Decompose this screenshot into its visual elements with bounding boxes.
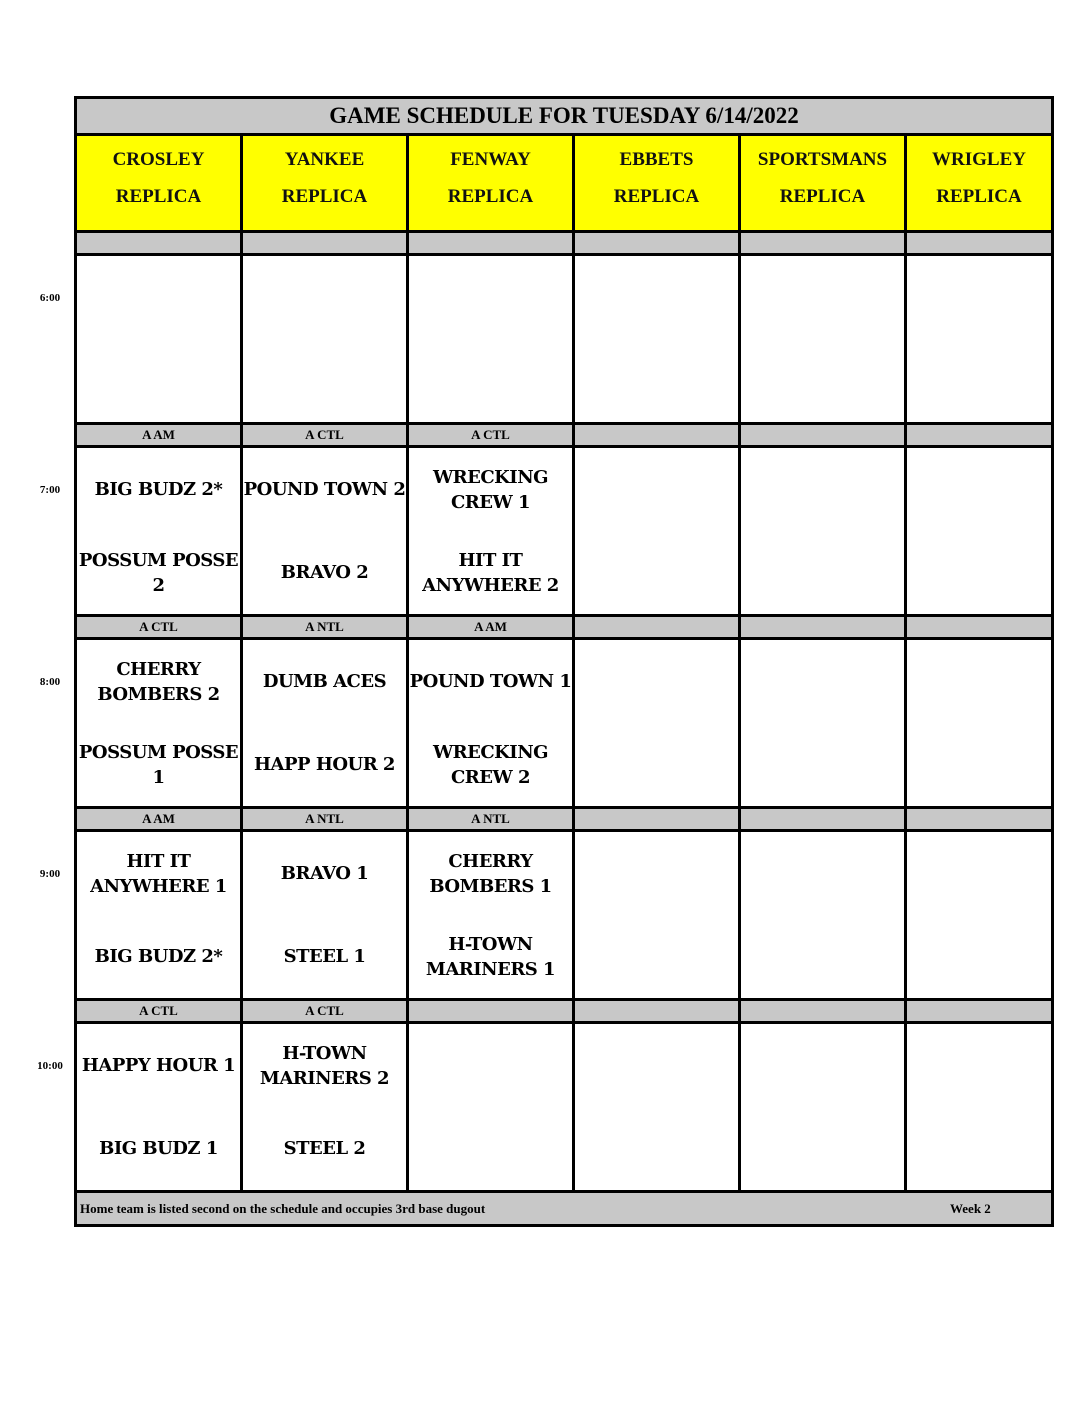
visiting-team (907, 256, 1051, 339)
division-label: A NTL (243, 617, 406, 640)
visiting-team: DUMB ACES (262, 671, 387, 692)
home-team: WRECKING CREW 2 (432, 741, 549, 788)
column-divider (406, 136, 409, 1194)
division-label (907, 425, 1051, 448)
field-name: CROSLEY (112, 149, 205, 170)
visiting-team: BRAVO 1 (280, 863, 369, 884)
field-subtitle: REPLICA (779, 186, 866, 207)
division-label: A AM (409, 617, 572, 640)
home-team (907, 915, 1051, 998)
visiting-team (741, 832, 904, 915)
home-team (575, 1107, 738, 1190)
home-team (741, 339, 904, 422)
visiting-team: HAPPY HOUR 1 (81, 1055, 236, 1076)
division-label: A CTL (77, 1001, 240, 1024)
game-cell (409, 640, 572, 809)
division-label: A CTL (409, 425, 572, 448)
visiting-team: HIT IT ANYWHERE 1 (90, 850, 227, 897)
visiting-team (907, 448, 1051, 531)
division-label (907, 233, 1051, 256)
home-team (907, 531, 1051, 614)
field-header (741, 136, 904, 233)
division-label: A NTL (409, 809, 572, 832)
footer-note: Home team is listed second on the schedule and occupies 3rd base dugout (80, 1201, 486, 1216)
game-cell (77, 832, 240, 1001)
visiting-team (409, 1024, 572, 1107)
home-team: POSSUM POSSE 1 (78, 741, 239, 788)
visiting-team (575, 832, 738, 915)
division-label (741, 1001, 904, 1024)
home-team: HIT IT ANYWHERE 2 (422, 549, 559, 596)
home-team: STEEL 1 (283, 946, 366, 967)
game-cell (741, 832, 904, 1001)
division-label (575, 617, 738, 640)
column-divider (240, 136, 243, 1194)
division-label: A NTL (243, 809, 406, 832)
home-team (907, 339, 1051, 422)
division-label (907, 617, 1051, 640)
game-cell (575, 640, 738, 809)
visiting-team (907, 640, 1051, 723)
home-team (741, 531, 904, 614)
visiting-team: POUND TOWN 2 (243, 479, 406, 500)
schedule-table (74, 96, 1054, 1227)
field-subtitle: REPLICA (936, 186, 1022, 207)
field-name: YANKEE (284, 149, 365, 170)
division-label (77, 233, 240, 256)
home-team (907, 723, 1051, 806)
page-title: GAME SCHEDULE FOR TUESDAY 6/14/2022 (77, 99, 1051, 136)
game-cell (409, 832, 572, 1001)
home-team (575, 915, 738, 998)
game-cell (77, 1024, 240, 1193)
field-subtitle: REPLICA (281, 186, 368, 207)
division-label (741, 425, 904, 448)
column-divider (904, 136, 907, 1194)
game-cell (741, 256, 904, 425)
home-team (243, 339, 406, 422)
field-name: SPORTSMANS (757, 149, 888, 170)
game-cell (907, 1024, 1051, 1193)
game-cell (77, 256, 240, 425)
time-label: 7:00 (39, 484, 61, 496)
field-header (409, 136, 572, 233)
home-team: BIG BUDZ 1 (99, 1138, 218, 1159)
division-label (409, 233, 572, 256)
visiting-team: CHERRY BOMBERS 2 (97, 658, 220, 705)
home-team (907, 1107, 1051, 1190)
division-label: A CTL (77, 617, 240, 640)
home-team (741, 723, 904, 806)
division-label (243, 233, 406, 256)
field-subtitle: REPLICA (115, 186, 202, 207)
visiting-team: POUND TOWN 1 (409, 671, 572, 692)
field-header (243, 136, 406, 233)
visiting-team: H-TOWN MARINERS 2 (259, 1042, 390, 1089)
game-cell (409, 256, 572, 425)
time-label: 8:00 (39, 676, 61, 688)
home-team (741, 1107, 904, 1190)
visiting-team (409, 256, 572, 339)
division-label (575, 233, 738, 256)
division-label (741, 233, 904, 256)
game-cell (409, 1024, 572, 1193)
division-label (741, 617, 904, 640)
visiting-team (741, 640, 904, 723)
visiting-team (907, 1024, 1051, 1107)
game-cell (575, 256, 738, 425)
game-cell (409, 448, 572, 617)
home-team: H-TOWN MARINERS 1 (425, 933, 556, 980)
game-cell (907, 448, 1051, 617)
field-header (575, 136, 738, 233)
visiting-team: BIG BUDZ 2* (94, 479, 223, 500)
division-label (907, 1001, 1051, 1024)
division-label (741, 809, 904, 832)
game-cell (243, 1024, 406, 1193)
field-name: FENWAY (450, 149, 531, 170)
field-name: EBBETS (619, 149, 694, 170)
visiting-team (77, 256, 240, 339)
home-team: BIG BUDZ 2* (94, 946, 223, 967)
visiting-team (907, 832, 1051, 915)
division-label (575, 425, 738, 448)
home-team (77, 339, 240, 422)
home-team: HAPP HOUR 2 (254, 754, 395, 775)
game-cell (741, 640, 904, 809)
visiting-team (575, 1024, 738, 1107)
division-label (907, 809, 1051, 832)
column-divider (572, 136, 575, 1194)
time-label: 9:00 (39, 868, 61, 880)
field-name: WRIGLEY (932, 149, 1026, 170)
home-team (409, 339, 572, 422)
home-team (575, 531, 738, 614)
visiting-team (575, 448, 738, 531)
division-label (575, 809, 738, 832)
field-header (77, 136, 240, 233)
week-label: Week 2 (950, 1201, 991, 1216)
game-cell (575, 448, 738, 617)
home-team: BRAVO 2 (280, 562, 369, 583)
division-label: A CTL (243, 425, 406, 448)
field-header (907, 136, 1051, 233)
division-label: A AM (77, 809, 240, 832)
division-label (409, 1001, 572, 1024)
game-cell (907, 256, 1051, 425)
home-team (409, 1107, 572, 1190)
game-cell (243, 640, 406, 809)
home-team: STEEL 2 (283, 1138, 366, 1159)
division-label: A CTL (243, 1001, 406, 1024)
visiting-team: WRECKING CREW 1 (432, 466, 549, 513)
game-cell (77, 640, 240, 809)
game-cell (741, 1024, 904, 1193)
field-subtitle: REPLICA (447, 186, 534, 207)
game-cell (575, 832, 738, 1001)
visiting-team: CHERRY BOMBERS 1 (429, 850, 552, 897)
game-cell (243, 832, 406, 1001)
home-team (575, 339, 738, 422)
visiting-team (741, 1024, 904, 1107)
time-label: 6:00 (39, 292, 61, 304)
footer-bar (77, 1193, 1051, 1224)
game-cell (907, 832, 1051, 1001)
home-team (575, 723, 738, 806)
home-team: POSSUM POSSE 2 (78, 549, 239, 596)
game-cell (907, 640, 1051, 809)
game-cell (243, 256, 406, 425)
visiting-team (575, 640, 738, 723)
column-divider (738, 136, 741, 1194)
visiting-team (741, 448, 904, 531)
division-label (575, 1001, 738, 1024)
home-team (741, 915, 904, 998)
game-cell (741, 448, 904, 617)
visiting-team (741, 256, 904, 339)
visiting-team (575, 256, 738, 339)
field-subtitle: REPLICA (613, 186, 700, 207)
visiting-team (243, 256, 406, 339)
game-cell (77, 448, 240, 617)
time-label: 10:00 (37, 1060, 63, 1072)
game-cell (243, 448, 406, 617)
game-cell (575, 1024, 738, 1193)
division-label: A AM (77, 425, 240, 448)
